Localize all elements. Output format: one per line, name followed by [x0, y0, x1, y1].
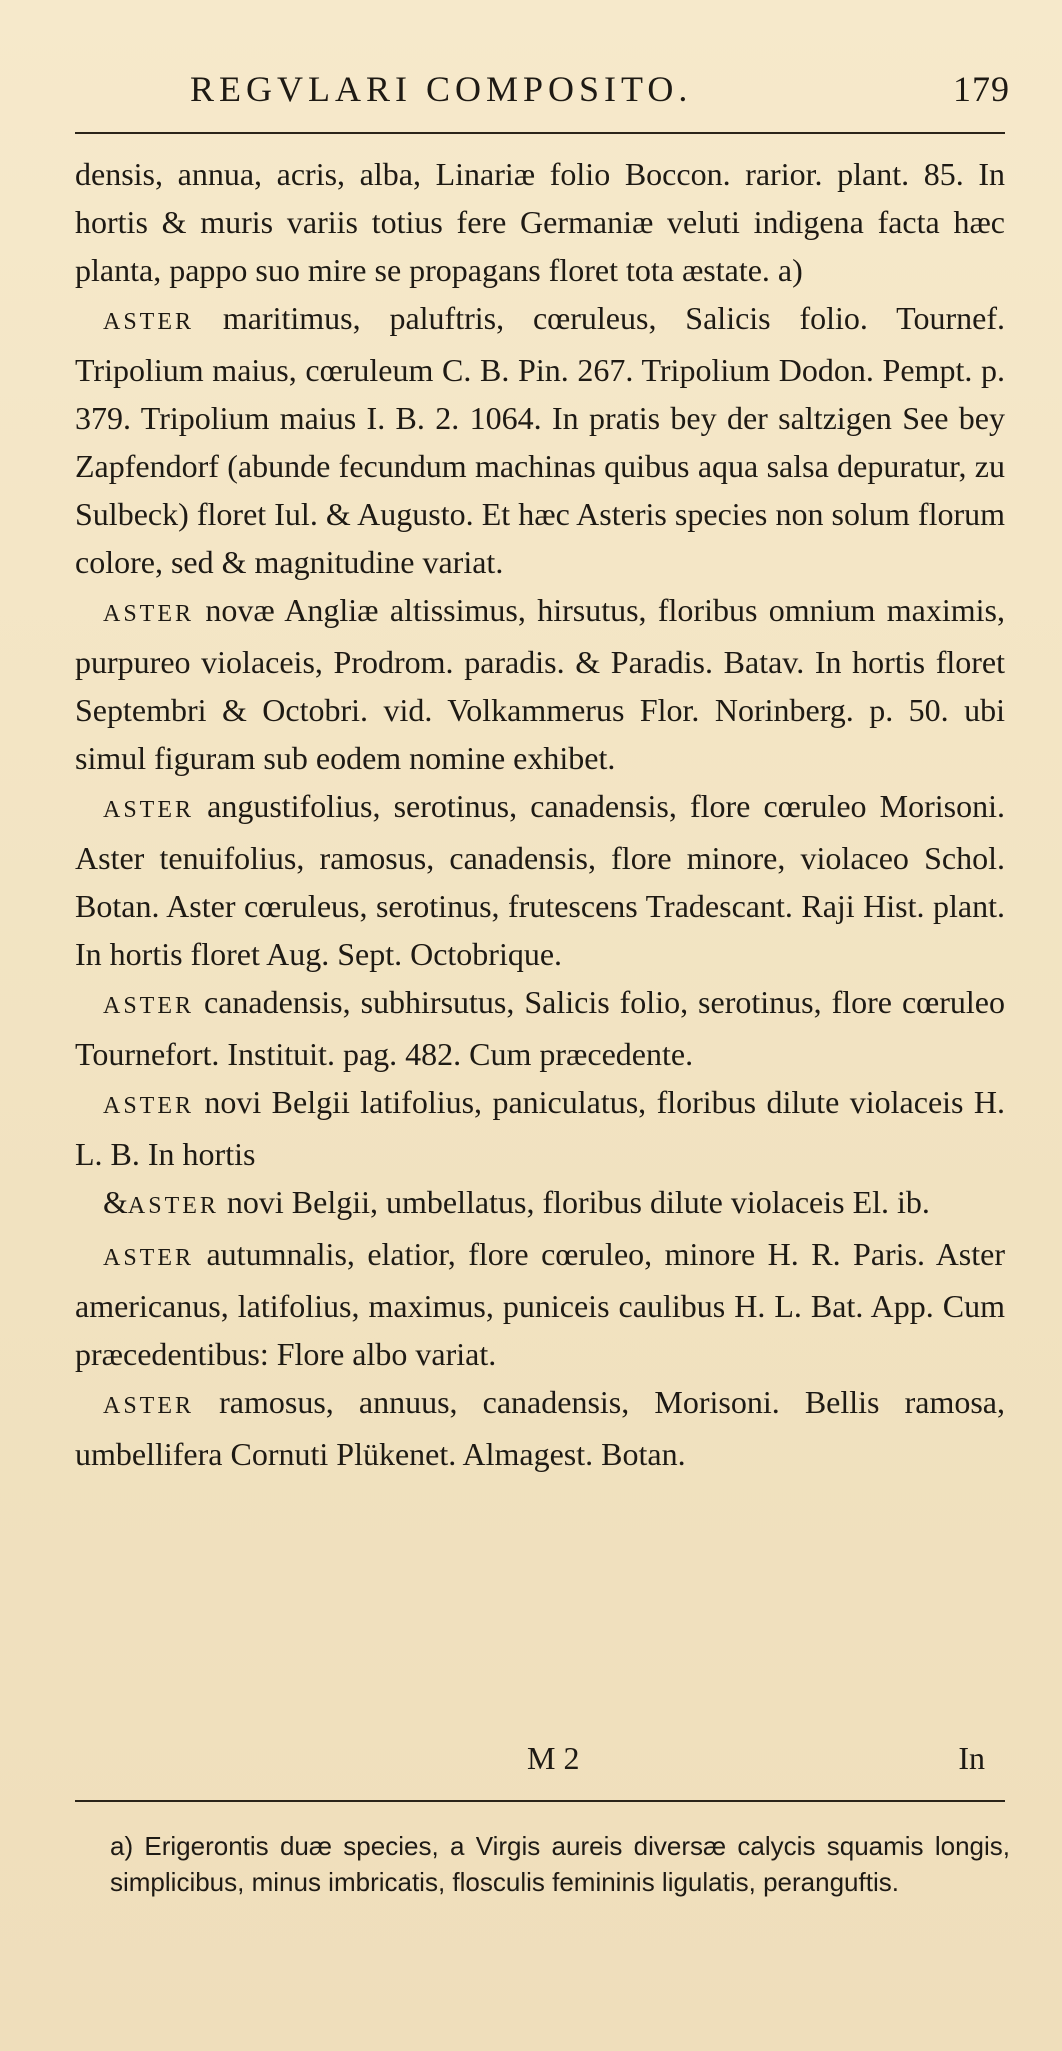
paragraph: ASTER angustifolius, serotinus, canadensis, flore cœruleo Morisoni. Aster tenuifolius, ramosus, canadensis, flore minore, violaceo Schol. Botan. Aster cœruleus, serotinus, frutescens Tradescant. Raji Hist. plant. In hortis floret Aug. Sept. Octobrique. [75, 788, 1006, 972]
signature-layer [75, 0, 1005, 2051]
entry-name: ASTER [103, 1393, 195, 1419]
entry-name: ASTER [103, 601, 195, 627]
running-title: REGVLARI COMPOSITO. [190, 69, 693, 109]
entry-name: ASTER [103, 1245, 195, 1271]
paragraph: ASTER maritimus, paluftris, cœruleus, Salicis folio. Tournef. Tripolium maius, cœruleum C. B. Pin. 267. Tripolium Dodon. Pempt. p. 379. Tripolium maius I. B. 2. 1064. In pratis bey der saltzigen See bey Zapfendorf (abunde fecundum machinas quibus aqua salsa depuratur, zu Sulbeck) floret Iul. & Augusto. Et hæc Asteris species non solum florum colore, sed & magnitudine variat. [75, 300, 1006, 580]
paragraph: &ASTER novi Belgii, umbellatus, floribus dilute violaceis El. ib. [103, 1184, 930, 1220]
paragraph: ASTER novi Belgii latifolius, paniculatus, floribus dilute violaceis H. L. B. In hortis [75, 1084, 1006, 1172]
paragraph: ASTER autumnalis, elatior, flore cœruleo, minore H. R. Paris. Aster americanus, latifolius, maximus, puniceis caulibus H. L. Bat. App. Cum præcedentibus: Flore albo variat. [75, 1236, 1006, 1372]
entry-name: ASTER [127, 1193, 219, 1219]
entry-name: ASTER [103, 1093, 195, 1119]
paragraph: ASTER canadensis, subhirsutus, Salicis folio, serotinus, flore cœruleo Tournefort. Instituit. pag. 482. Cum præcedente. [75, 984, 1006, 1072]
entry-name: ASTER [103, 797, 195, 823]
entry-name: ASTER [103, 993, 195, 1019]
signature-mark: M 2 [527, 1740, 580, 1776]
entry-name: ASTER [103, 309, 195, 335]
catchword: In [958, 1740, 985, 1776]
paragraph: ASTER ramosus, annuus, canadensis, Morisoni. Bellis ramosa, umbellifera Cornuti Plükenet. Almagest. Botan. [75, 1384, 1006, 1472]
footnote-rule [75, 1800, 1005, 1802]
footnote: a) Erigerontis duæ species, a Virgis aureis diversæ calycis squamis longis, simplicibus, minus imbricatis, flosculis femininis ligulatis, peranguftis. [110, 1831, 1010, 1897]
paragraph: densis, annua, acris, alba, Linariæ folio Boccon. rarior. plant. 85. In hortis & muris variis totius fere Germaniæ veluti indigena facta hæc planta, pappo suo mire se propagans floret tota æstate. a) [75, 156, 1005, 288]
page-number: 179 [953, 69, 1010, 109]
paragraph: ASTER novæ Angliæ altissimus, hirsutus, floribus omnium maximis, purpureo violaceis, Prodrom. paradis. & Paradis. Batav. In hortis floret Septembri & Octobri. vid. Volkammerus Flor. Norinberg. p. 50. ubi simul figuram sub eodem nomine exhibet. [75, 592, 1006, 776]
